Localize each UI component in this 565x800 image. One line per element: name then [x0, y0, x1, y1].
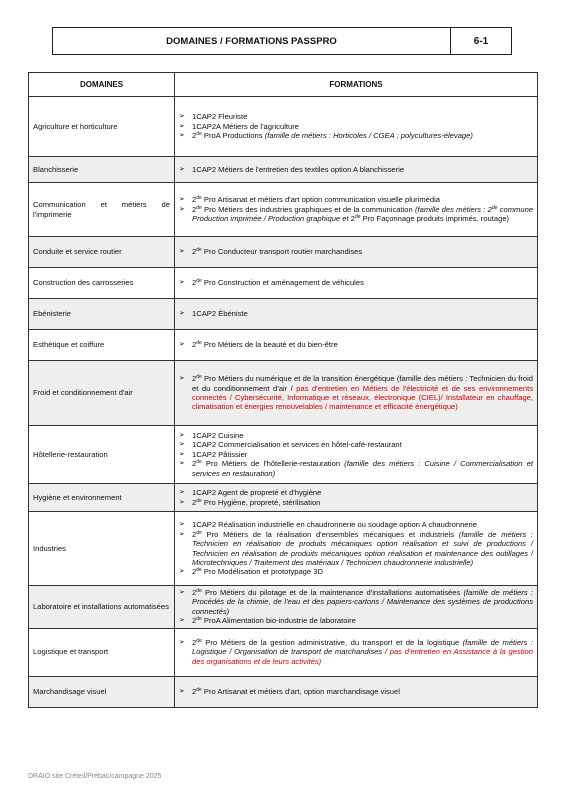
text-run: (famille de métiers : Horticoles / CGEA ; polycultures-élevage): [264, 131, 473, 141]
text-run: 1CAP2 Pâtissier: [192, 449, 248, 459]
superscript-run: de: [196, 638, 202, 645]
superscript-run: de: [491, 204, 498, 211]
text-run: (famille de métiers : Procédés de la chimie, de l'eau et des papiers-cartons / Maintenance des systèmes de productions connectés): [192, 588, 533, 616]
formations-cell: [175, 676, 538, 707]
domain-cell: Esthétique et coiffure: [29, 330, 175, 361]
text-run: 2: [192, 686, 197, 696]
table-row: [29, 676, 538, 707]
title-box: [52, 27, 512, 55]
text-run: 2: [192, 459, 197, 469]
text-run: pas d'entretien en Assistance à la gestion des organisations et de leurs activités): [192, 647, 533, 666]
formation-text: [192, 340, 338, 349]
arrow-bullet-icon: ➢: [179, 165, 185, 173]
text-run: 1CAP2 Ébéniste: [192, 309, 248, 319]
arrow-bullet-icon: ➢: [179, 489, 185, 497]
formations-cell: [175, 268, 538, 299]
formation-item: [179, 309, 533, 318]
arrow-bullet-icon: ➢: [179, 521, 185, 529]
text-run: Pro Métiers du numérique et de la transition énergétique (famille des métiers : Technicien du froid et du conditionnement d'air /: [192, 374, 533, 393]
formations-cell: [175, 512, 538, 586]
formation-item: [179, 205, 533, 224]
formation-item: [179, 450, 533, 459]
superscript-run: de: [196, 131, 202, 138]
domain-cell: Blanchisserie: [29, 157, 175, 183]
arrow-bullet-icon: ➢: [179, 122, 185, 130]
text-run: 2: [192, 616, 197, 626]
superscript-run: de: [196, 567, 202, 574]
formation-item: [179, 374, 533, 412]
formation-text: [192, 530, 533, 568]
arrow-bullet-icon: ➢: [179, 441, 185, 449]
formation-item: [179, 530, 533, 568]
arrow-bullet-icon: ➢: [179, 530, 185, 538]
table-body: [29, 97, 538, 708]
formation-text: [192, 638, 533, 666]
text-run: 1CAP2 Commercialisation et services en hôtel-café-restaurant: [192, 440, 402, 450]
table-row: [29, 484, 538, 512]
arrow-bullet-icon: ➢: [179, 498, 185, 506]
formations-cell: [175, 426, 538, 484]
table-row: [29, 268, 538, 299]
superscript-run: de: [196, 374, 202, 381]
formation-text: [192, 278, 364, 287]
formation-text: [192, 112, 247, 121]
domain-cell: Construction des carrosseries: [29, 268, 175, 299]
superscript-run: de: [354, 214, 361, 221]
formation-item: [179, 340, 533, 349]
arrow-bullet-icon: ➢: [179, 431, 185, 439]
formations-cell: [175, 157, 538, 183]
text-run: Pro Métiers des industries graphiques et de la communication: [201, 204, 415, 214]
arrow-bullet-icon: ➢: [179, 450, 185, 458]
table-row: [29, 426, 538, 484]
formation-item: [179, 131, 533, 140]
formation-item: [179, 440, 533, 449]
formation-item: [179, 165, 533, 174]
arrow-bullet-icon: ➢: [179, 589, 185, 596]
arrow-bullet-icon: ➢: [179, 132, 185, 140]
text-run: 1CAP2A Métiers de l'agriculture: [192, 121, 299, 131]
formations-cell: [175, 361, 538, 426]
arrow-bullet-icon: ➢: [179, 341, 185, 349]
superscript-run: de: [196, 588, 202, 594]
text-run: Pro Façonnage produits imprimés, routage): [360, 214, 510, 224]
formations-cell: [175, 183, 538, 237]
text-run: Pro Métiers de la beauté et du bien-être: [201, 340, 338, 350]
formation-text: [192, 567, 323, 576]
text-run: Pro Métiers de la gestion administrative, du transport et de la logistique: [201, 638, 463, 648]
arrow-bullet-icon: ➢: [179, 196, 185, 204]
text-run: 2: [192, 374, 197, 384]
domain-cell: Marchandisage visuel: [29, 676, 175, 707]
superscript-run: de: [196, 278, 202, 285]
text-run: commune Production imprimée / Production graphique: [192, 204, 534, 224]
text-run: 1CAP2 Métiers de l'entretien des textiles option A blanchisserie: [192, 164, 405, 174]
formation-text: [192, 431, 244, 440]
formation-item: [179, 520, 533, 529]
table-header-row: [29, 73, 538, 97]
superscript-run: de: [196, 529, 202, 536]
domain-cell: Hôtellerie-restauration: [29, 426, 175, 484]
superscript-run: de: [196, 497, 202, 504]
formation-item: [179, 687, 533, 696]
superscript-run: de: [196, 195, 202, 202]
text-run: Pro Modélisation et prototypage 3D: [201, 567, 323, 577]
text-run: 2: [192, 567, 197, 577]
arrow-bullet-icon: ➢: [179, 460, 185, 468]
formation-text: [192, 205, 533, 224]
formations-cell: [175, 484, 538, 512]
domain-cell: Logistique et transport: [29, 628, 175, 676]
arrow-bullet-icon: ➢: [179, 310, 185, 318]
formation-item: [179, 195, 533, 204]
domain-cell: Hygiène et environnement: [29, 484, 175, 512]
table-row: [29, 512, 538, 586]
formation-item: [179, 567, 533, 576]
arrow-bullet-icon: ➢: [179, 279, 185, 287]
superscript-run: de: [196, 459, 202, 466]
page-title: DOMAINES / FORMATIONS PASSPRO: [53, 28, 451, 54]
text-run: Pro Hygiène, propreté, stérilisation: [201, 497, 321, 507]
formation-item: [179, 122, 533, 131]
arrow-bullet-icon: ➢: [179, 248, 185, 256]
table-row: [29, 237, 538, 268]
superscript-run: de: [196, 247, 202, 254]
text-run: ProA Alimentation bio-industrie de laboratoire: [201, 616, 356, 626]
domains-table: [28, 72, 538, 708]
formation-item: [179, 431, 533, 440]
formation-text: [192, 687, 400, 696]
superscript-run: de: [196, 340, 202, 347]
formations-cell: [175, 628, 538, 676]
superscript-run: de: [196, 616, 202, 623]
formation-item: [179, 112, 533, 121]
domain-cell: Ebénisterie: [29, 299, 175, 330]
formation-text: [192, 488, 321, 497]
table-row: [29, 157, 538, 183]
text-run: (famille des métiers : 2: [414, 204, 492, 214]
text-run: Pro Construction et aménagement de véhicules: [201, 278, 364, 288]
formation-text: [192, 374, 533, 412]
text-run: 1CAP2 Agent de propreté et d'hygiène: [192, 488, 322, 498]
col-header-formations: FORMATIONS: [175, 73, 538, 97]
table-row: [29, 586, 538, 629]
formation-text: [192, 450, 247, 459]
formation-item: [179, 616, 533, 625]
formation-text: [192, 440, 402, 449]
formations-cell: [175, 299, 538, 330]
superscript-run: de: [196, 204, 202, 211]
text-run: Pro Conducteur transport routier marchandises: [201, 247, 363, 257]
domain-cell: Industries: [29, 512, 175, 586]
text-run: 2: [192, 497, 197, 507]
formations-cell: [175, 237, 538, 268]
text-run: 1CAP2 Fleuriste: [192, 112, 248, 122]
formation-text: [192, 122, 299, 131]
formation-text: [192, 588, 533, 616]
formations-cell: [175, 97, 538, 157]
formation-item: [179, 488, 533, 497]
text-run: 2: [192, 195, 197, 205]
table-row: [29, 97, 538, 157]
col-header-domaines: DOMAINES: [29, 73, 175, 97]
text-run: ProA Productions: [201, 131, 265, 141]
formation-text: [192, 616, 356, 625]
formation-text: [192, 498, 320, 507]
formation-item: [179, 498, 533, 507]
table-row: [29, 299, 538, 330]
formations-cell: [175, 586, 538, 629]
text-run: (famille des métiers : Cuisine / Commercialisation et services en restauration): [192, 459, 533, 478]
formation-item: [179, 459, 533, 478]
arrow-bullet-icon: ➢: [179, 205, 185, 213]
table-row: [29, 183, 538, 237]
arrow-bullet-icon: ➢: [179, 687, 185, 695]
text-run: 2: [192, 278, 197, 288]
table-row: [29, 361, 538, 426]
formation-text: [192, 165, 404, 174]
domain-cell: Froid et conditionnement d'air: [29, 361, 175, 426]
text-run: Pro Artisanat et métiers d'art, option marchandisage visuel: [201, 686, 400, 696]
formation-text: [192, 247, 362, 256]
text-run: (famille de métiers : Logistique / Organisation de transport de marchandises /: [192, 638, 533, 657]
text-run: Pro Métiers de l'hôtellerie-restauration: [201, 459, 345, 469]
text-run: 2: [192, 529, 197, 539]
text-run: Pro Métiers du pilotage et de la maintenance d'installations automatisées: [201, 588, 464, 597]
formation-item: [179, 278, 533, 287]
domain-cell: Communication et métiers de l'imprimerie: [29, 183, 175, 237]
text-run: 2: [192, 204, 197, 214]
text-run: 2: [192, 340, 197, 350]
text-run: et 2: [340, 214, 355, 224]
text-run: 1CAP2 Cuisine: [192, 430, 244, 440]
formation-text: [192, 195, 440, 204]
formation-text: [192, 520, 477, 529]
text-run: 2: [192, 247, 197, 257]
page-code: 6-1: [473, 35, 489, 47]
formation-item: [179, 247, 533, 256]
formations-cell: [175, 330, 538, 361]
text-run: (famille de métiers : Technicien en réalisation de produits mécaniques option réalisation et suivi de productions / Technicien en réalisation de produits mécaniques option réalisation et maintenance des outillages / Microtechniques / Traitement des matériaux / Technicien chaudronnerie industrielle): [192, 529, 533, 567]
formation-item: [179, 638, 533, 666]
table-row: [29, 330, 538, 361]
domain-cell: Laboratoire et installations automatisées: [29, 586, 175, 629]
formation-text: [192, 131, 473, 140]
footer-text: DRAIO site Créteil/Prébac/campagne 2025: [28, 773, 162, 780]
arrow-bullet-icon: ➢: [179, 568, 185, 576]
formation-text: [192, 309, 248, 318]
text-run: pas d'entretien en Métiers de l'électricité et de ses environnements connectés / Cybersécurité, Informatique et réseaux, électronique (CIEL)/ Installateur en chauffage, climatisation et énergies renouvelables / maintenance et efficacité énergétique): [192, 383, 533, 412]
text-run: Pro Métiers de la réalisation d'ensembles mécaniques et industriels: [201, 529, 459, 539]
text-run: 2: [192, 638, 197, 648]
formation-text: [192, 459, 533, 478]
domain-cell: Agriculture et horticulture: [29, 97, 175, 157]
table-row: [29, 628, 538, 676]
text-run: 2: [192, 131, 197, 141]
text-run: Pro Artisanat et métiers d'art option communication visuelle plurimédia: [201, 195, 441, 205]
arrow-bullet-icon: ➢: [179, 617, 185, 625]
text-run: 1CAP2 Réalisation industrielle en chaudronnerie ou soudage option A chaudronnerie: [192, 520, 477, 530]
arrow-bullet-icon: ➢: [179, 113, 185, 121]
arrow-bullet-icon: ➢: [179, 639, 185, 647]
arrow-bullet-icon: ➢: [179, 375, 185, 383]
text-run: 2: [192, 588, 197, 597]
superscript-run: de: [196, 686, 202, 693]
formation-item: [179, 588, 533, 616]
domain-cell: Conduite et service routier: [29, 237, 175, 268]
